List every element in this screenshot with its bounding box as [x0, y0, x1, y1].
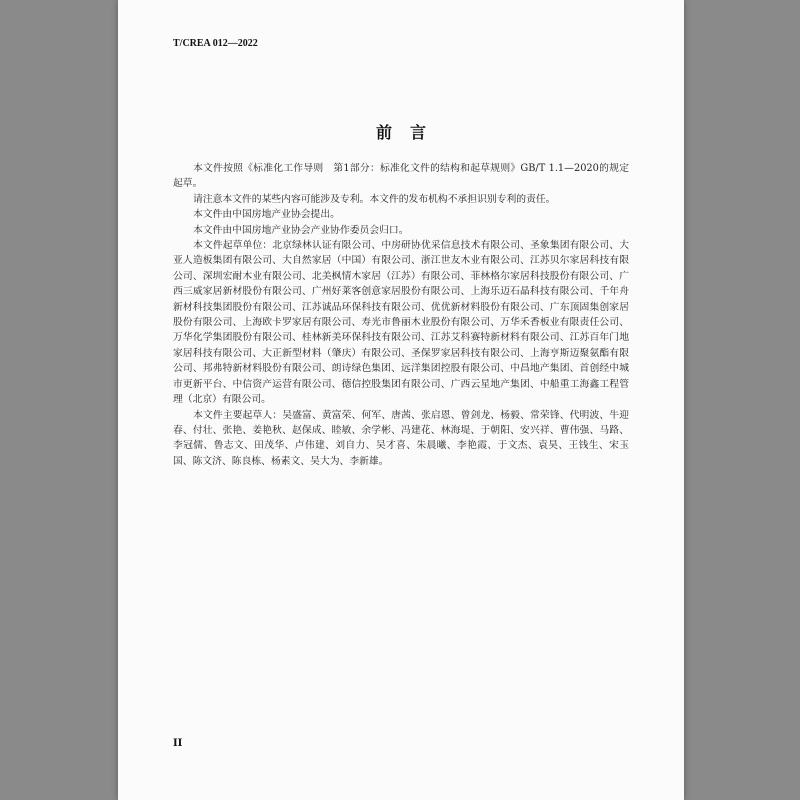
- page-number: II: [173, 738, 183, 749]
- page-title: 前言: [375, 123, 444, 142]
- paragraph-committee: 本文件由中国房地产业协会产业协作委员会归口。: [193, 224, 409, 236]
- paragraph-proposer: 本文件由中国房地产业协会提出。: [193, 209, 340, 221]
- document-page: [118, 0, 684, 800]
- paragraph-patent-notice: 请注意本文件的某些内容可能涉及专利。本文件的发布机构不承担识别专利的责任。: [193, 193, 556, 205]
- paragraph-basis: 本文件按照《标准化工作导则 第1部分：标准化文件的结构和起草规则》GB/T 1.1—2020的规定起草。: [173, 163, 629, 190]
- standard-number: T/CREA 012—2022: [173, 38, 258, 49]
- foreword-body: [173, 161, 629, 469]
- paragraph-drafters: 本文件主要起草人：吴盛富、黄富荣、何军、唐茜、张启恩、曾剑龙、杨毅、常荣锋、代明波、牛迎春、付壮、张艳、姜艳秋、赵保成、睦敏、余学彬、冯建花、林海堤、于朝阳、安兴祥、曹伟强、马路、李冠儒、鲁志文、田茂华、卢伟建、刘自力、吴才喜、朱晨曦、李艳霞、于文杰、袁昊、王钱生、宋玉国、陈文济、陈良栋、杨素文、吴大为、李新雄。: [173, 409, 629, 467]
- paragraph-drafting-units: 本文件起草单位：北京绿林认证有限公司、中房研协优采信息技术有限公司、圣象集团有限公司、大亚人造板集团有限公司、大自然家居（中国）有限公司、浙江世友木业有限公司、江苏贝尔家居科技有限公司、深圳宏耐木业有限公司、北美枫情木家居（江苏）有限公司、菲林格尔家居科技股份有限公司、广西三威家居新材股份有限公司、广州好莱客创意家居股份有限公司、上海乐迈石晶科技有限公司、千年舟新材科技集团股份有限公司、江苏诚品环保科技有限公司、优优新材料股份有限公司、广东顶固集创家居股份有限公司、上海欧卡罗家居有限公司、寿光市鲁丽木业股份有限公司、万华禾香板业有限责任公司、万华化学集团股份有限公司、桂林新美环保科技有限公司、江苏艾科赛特新材料有限公司、江苏百年门地家居科技有限公司、大正新型材料（肇庆）有限公司、圣保罗家居科技有限公司、上海亨斯迈聚氨酯有限公司、邦弗特新材料股份有限公司、朗诗绿色集团、远洋集团控股有限公司、中昌地产集团、首创经中城市更新平台、中信资产运营有限公司、德信控股集团有限公司、广西云星地产集团、中船重工海鑫工程管理（北京）有限公司。: [173, 240, 629, 406]
